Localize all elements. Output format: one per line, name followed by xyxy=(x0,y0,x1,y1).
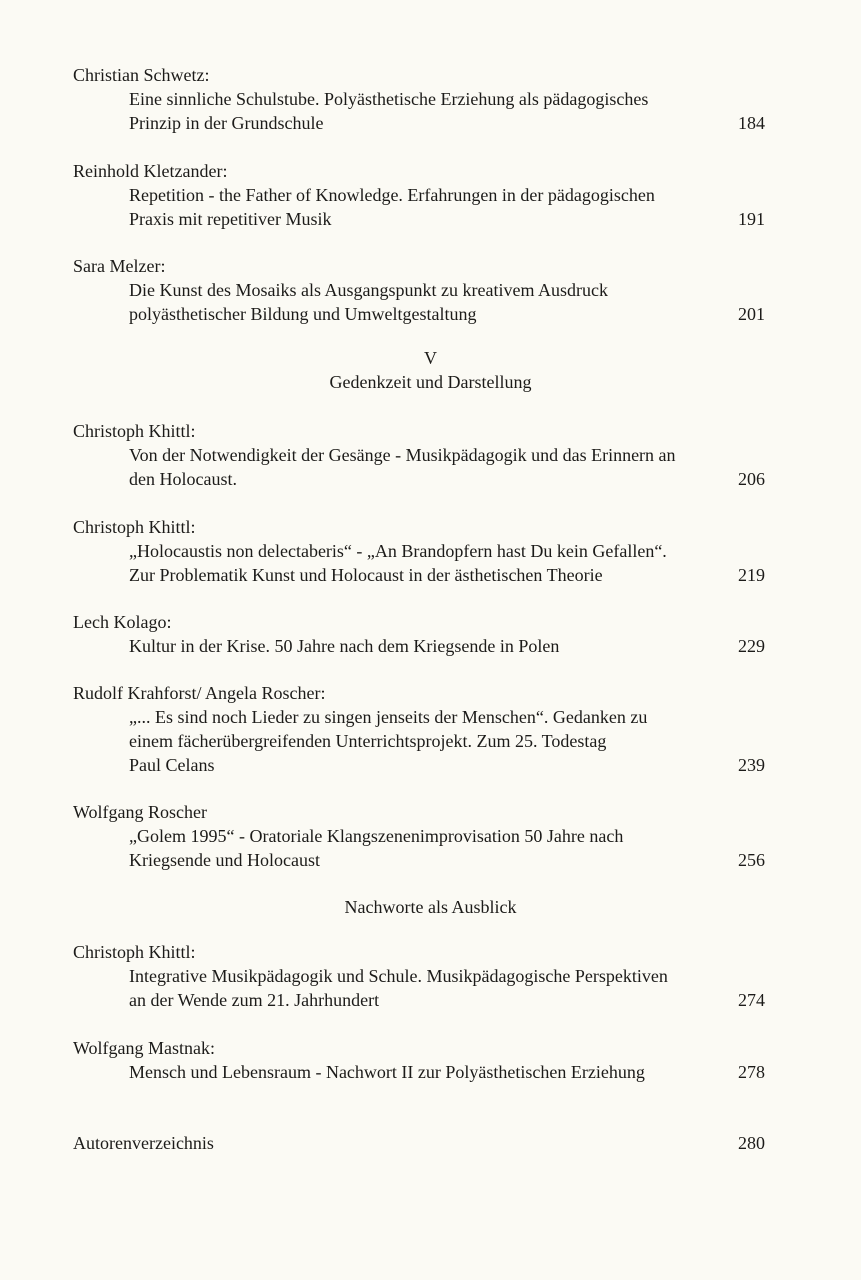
entry-title-line: Mensch und Lebensraum - Nachwort II zur Polyästhetischen Erziehung xyxy=(129,1062,645,1082)
entry-title-line: Repetition - the Father of Knowledge. Erfahrungen in der pädagogischen xyxy=(129,185,655,205)
entry-title-block xyxy=(129,964,765,1012)
entry-title-line: Prinzip in der Grundschule xyxy=(129,113,324,133)
entry-page-number: 229 xyxy=(738,636,765,656)
entry-page-number: 274 xyxy=(738,990,765,1010)
entry-title-block xyxy=(129,278,765,326)
entry-title-line: Praxis mit repetitiver Musik xyxy=(129,209,332,229)
entry-title-block xyxy=(129,443,765,491)
author-index-entry xyxy=(73,1131,765,1155)
entry-page-number: 239 xyxy=(738,755,765,775)
section-title: Nachworte als Ausblick xyxy=(344,897,517,917)
entry-author: Christoph Khittl: xyxy=(73,421,196,441)
entry-author: Lech Kolago: xyxy=(73,612,172,632)
entry-title-line: Die Kunst des Mosaiks als Ausgangspunkt zu kreativem Ausdruck xyxy=(129,280,608,300)
entry-title-line: Eine sinnliche Schulstube. Polyästhetische Erziehung als pädagogisches xyxy=(129,89,649,109)
entry-author: Sara Melzer: xyxy=(73,256,166,276)
entry-author: Reinhold Kletzander: xyxy=(73,161,228,181)
entry-title-block xyxy=(129,824,765,872)
toc-entry xyxy=(73,681,765,777)
entry-author: Wolfgang Roscher xyxy=(73,802,208,822)
entry-title-line: an der Wende zum 21. Jahrhundert xyxy=(129,990,380,1010)
entry-page-number: 256 xyxy=(738,850,765,870)
entry-title-block xyxy=(129,634,765,658)
entry-author: Wolfgang Mastnak: xyxy=(73,1038,216,1058)
toc-entry xyxy=(73,610,765,658)
section-numeral: V xyxy=(424,348,437,368)
entry-page-number: 278 xyxy=(738,1062,765,1082)
toc-entry xyxy=(73,159,765,231)
entry-title-line: den Holocaust. xyxy=(129,469,237,489)
entry-page-number: 184 xyxy=(738,113,765,133)
entry-title-line: „Holocaustis non delectaberis“ - „An Brandopfern hast Du kein Gefallen“. xyxy=(129,541,667,561)
entry-title-block xyxy=(129,183,765,231)
entry-title-line: Von der Notwendigkeit der Gesänge - Musikpädagogik und das Erinnern an xyxy=(129,445,676,465)
toc-entry xyxy=(73,63,765,135)
entry-title-line: einem fächerübergreifenden Unterrichtsprojekt. Zum 25. Todestag xyxy=(129,731,607,751)
entry-author: Rudolf Krahforst/ Angela Roscher: xyxy=(73,683,326,703)
toc-entry xyxy=(73,419,765,491)
entry-author: Christoph Khittl: xyxy=(73,942,196,962)
toc-entry xyxy=(73,940,765,1012)
entry-title-block xyxy=(129,87,765,135)
toc-entry xyxy=(73,800,765,872)
entry-title-line: Kultur in der Krise. 50 Jahre nach dem Kriegsende in Polen xyxy=(129,636,560,656)
toc-entry xyxy=(73,1036,765,1084)
entry-page-number: 206 xyxy=(738,469,765,489)
entry-page-number: 191 xyxy=(738,209,765,229)
entry-author: Christian Schwetz: xyxy=(73,65,210,85)
entry-title-line: Zur Problematik Kunst und Holocaust in der ästhetischen Theorie xyxy=(129,565,603,585)
author-index-label: Autorenverzeichnis xyxy=(73,1133,214,1153)
entry-title-block xyxy=(129,705,765,777)
toc-entry xyxy=(73,515,765,587)
entry-title-line: Integrative Musikpädagogik und Schule. Musikpädagogische Perspektiven xyxy=(129,966,668,986)
entry-title-block xyxy=(129,1060,765,1084)
entry-author: Christoph Khittl: xyxy=(73,517,196,537)
entry-title-line: Paul Celans xyxy=(129,755,215,775)
entry-title-line: Kriegsende und Holocaust xyxy=(129,850,320,870)
toc-entry xyxy=(73,254,765,326)
section-title: Gedenkzeit und Darstellung xyxy=(329,372,532,392)
entry-page-number: 219 xyxy=(738,565,765,585)
entry-page-number: 201 xyxy=(738,304,765,324)
entry-title-line: „... Es sind noch Lieder zu singen jenseits der Menschen“. Gedanken zu xyxy=(129,707,648,727)
entry-title-block xyxy=(129,539,765,587)
entry-page-number: 280 xyxy=(738,1133,765,1153)
entry-title-line: polyästhetischer Bildung und Umweltgestaltung xyxy=(129,304,477,324)
entry-title-line: „Golem 1995“ - Oratoriale Klangszenenimprovisation 50 Jahre nach xyxy=(129,826,624,846)
